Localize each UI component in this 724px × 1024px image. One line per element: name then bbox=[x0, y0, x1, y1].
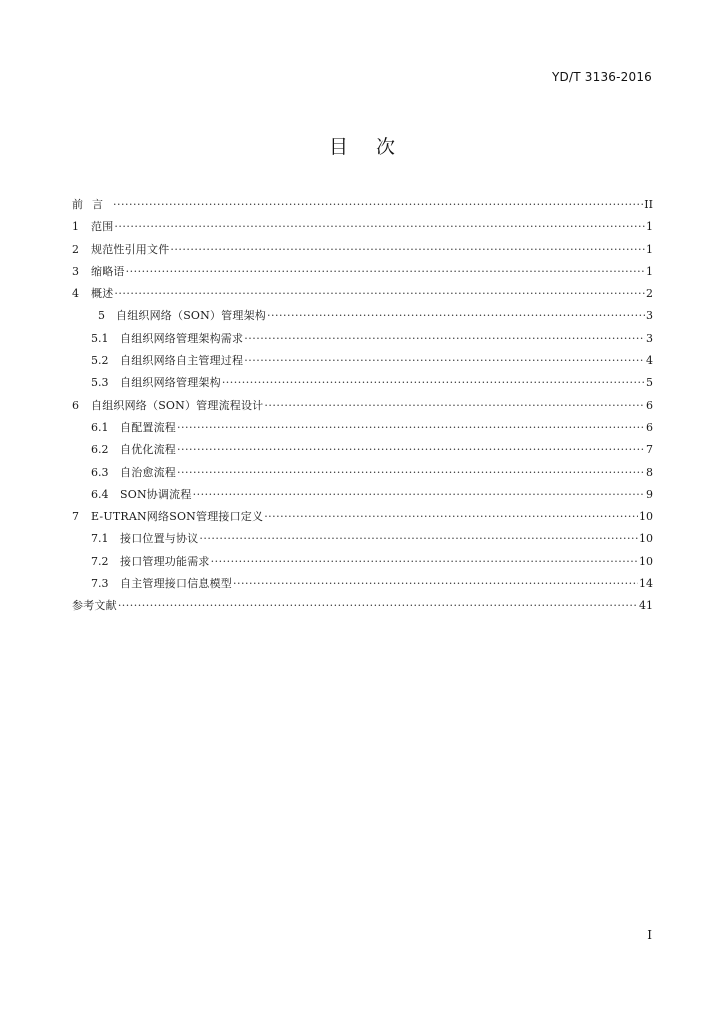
toc-entry[interactable] bbox=[72, 283, 653, 305]
dot-leader bbox=[126, 261, 645, 283]
toc-entry-label: 自治愈流程 bbox=[120, 465, 176, 479]
toc-entry[interactable] bbox=[72, 573, 653, 595]
toc-entry-page: 41 bbox=[639, 599, 653, 613]
toc-entry-label: 范围 bbox=[91, 220, 114, 234]
toc-entry-label: 接口位置与协议 bbox=[120, 532, 199, 546]
toc-title: 目次 bbox=[328, 136, 423, 158]
dot-leader bbox=[177, 417, 645, 439]
dot-leader bbox=[199, 528, 638, 550]
toc-entry-label: E-UTRAN网络SON管理接口定义 bbox=[91, 510, 264, 524]
toc-entry[interactable] bbox=[72, 439, 653, 461]
toc-entry-page: 6 bbox=[646, 420, 653, 434]
toc-entry-number: 5 bbox=[98, 309, 105, 323]
dot-leader bbox=[264, 395, 645, 417]
toc-entry-page: 2 bbox=[646, 287, 653, 301]
toc-entry-number: 5.3 bbox=[91, 376, 109, 390]
toc-entry-label: SON协调流程 bbox=[120, 487, 192, 501]
dot-leader bbox=[114, 216, 645, 238]
toc-entry[interactable] bbox=[72, 239, 653, 261]
toc-entry[interactable] bbox=[72, 261, 653, 283]
toc-entry[interactable] bbox=[72, 462, 653, 484]
dot-leader bbox=[267, 305, 645, 327]
toc-entry-page: II bbox=[644, 198, 653, 211]
toc-entry[interactable] bbox=[72, 484, 653, 506]
dot-leader bbox=[118, 595, 638, 617]
toc-entry-page: 3 bbox=[646, 331, 653, 345]
toc-entry-label: 自优化流程 bbox=[120, 443, 176, 457]
toc-entry[interactable] bbox=[72, 350, 653, 372]
toc-entry-number: 7.2 bbox=[91, 554, 109, 568]
toc-entry-number: 7 bbox=[72, 510, 79, 524]
toc-entry-label: 前言 bbox=[72, 198, 112, 211]
dot-leader bbox=[244, 328, 645, 350]
toc-entry-number: 3 bbox=[72, 264, 79, 278]
dot-leader bbox=[222, 372, 645, 394]
toc-entry-number: 2 bbox=[72, 242, 79, 256]
toc-entry[interactable] bbox=[72, 506, 653, 528]
toc-entry-page: 10 bbox=[639, 554, 653, 568]
page-number: I bbox=[647, 928, 652, 942]
toc-entry[interactable] bbox=[72, 305, 653, 327]
toc-entry[interactable] bbox=[72, 551, 653, 573]
toc-entry-page: 5 bbox=[646, 376, 653, 390]
toc-entry-label: 缩略语 bbox=[91, 264, 125, 278]
toc-entry-number: 1 bbox=[72, 220, 79, 234]
toc-entry-number: 6.2 bbox=[91, 443, 109, 457]
toc-entry[interactable] bbox=[72, 417, 653, 439]
toc-entry-label: 规范性引用文件 bbox=[91, 242, 170, 256]
toc-entry[interactable] bbox=[72, 328, 653, 350]
toc-entry-page: 3 bbox=[646, 309, 653, 323]
toc-entry-page: 14 bbox=[639, 577, 653, 591]
toc-entry-label: 自组织网络管理架构 bbox=[120, 376, 221, 390]
toc-entry-page: 1 bbox=[646, 264, 653, 278]
dot-leader bbox=[244, 350, 645, 372]
toc-entry-label: 概述 bbox=[91, 287, 114, 301]
toc-entry[interactable] bbox=[72, 395, 653, 417]
toc-entry-label: 接口管理功能需求 bbox=[120, 554, 210, 568]
dot-leader bbox=[170, 239, 645, 261]
toc-entry[interactable] bbox=[72, 528, 653, 550]
toc-entry-label: 自组织网络（SON）管理架构 bbox=[116, 309, 266, 323]
dot-leader bbox=[264, 506, 638, 528]
toc-entry-number: 6 bbox=[72, 398, 79, 412]
toc-entry-number: 5.2 bbox=[91, 354, 109, 368]
dot-leader bbox=[177, 439, 645, 461]
toc-entry[interactable] bbox=[72, 595, 653, 617]
dot-leader bbox=[233, 573, 638, 595]
dot-leader bbox=[113, 194, 643, 216]
toc-entry-number: 6.1 bbox=[91, 420, 109, 434]
table-of-contents bbox=[72, 194, 653, 618]
toc-entry-number: 5.1 bbox=[91, 331, 109, 345]
toc-entry-page: 1 bbox=[646, 220, 653, 234]
toc-entry-page: 7 bbox=[646, 443, 653, 457]
toc-entry-page: 8 bbox=[646, 465, 653, 479]
toc-entry-label: 自主管理接口信息模型 bbox=[120, 577, 232, 591]
toc-entry[interactable] bbox=[72, 216, 653, 238]
toc-entry-number: 6.4 bbox=[91, 487, 109, 501]
toc-entry-number: 7.3 bbox=[91, 577, 109, 591]
dot-leader bbox=[193, 484, 645, 506]
toc-entry-label: 参考文献 bbox=[72, 599, 117, 613]
toc-entry-label: 自组织网络管理架构需求 bbox=[120, 331, 244, 345]
toc-entry[interactable] bbox=[72, 372, 653, 394]
toc-entry-label: 自配置流程 bbox=[120, 420, 176, 434]
toc-entry-page: 1 bbox=[646, 242, 653, 256]
toc-entry[interactable] bbox=[72, 194, 653, 216]
toc-entry-label: 自组织网络自主管理过程 bbox=[120, 354, 244, 368]
toc-entry-number: 7.1 bbox=[91, 532, 109, 546]
dot-leader bbox=[177, 462, 645, 484]
toc-entry-page: 6 bbox=[646, 398, 653, 412]
toc-entry-page: 4 bbox=[646, 354, 653, 368]
toc-entry-page: 10 bbox=[639, 532, 653, 546]
toc-entry-label: 自组织网络（SON）管理流程设计 bbox=[91, 398, 264, 412]
toc-entry-number: 6.3 bbox=[91, 465, 109, 479]
toc-entry-number: 4 bbox=[72, 287, 79, 301]
toc-entry-page: 10 bbox=[639, 510, 653, 524]
dot-leader bbox=[211, 551, 638, 573]
dot-leader bbox=[114, 283, 645, 305]
toc-entry-page: 9 bbox=[646, 487, 653, 501]
standard-number: YD/T 3136-2016 bbox=[552, 70, 652, 84]
